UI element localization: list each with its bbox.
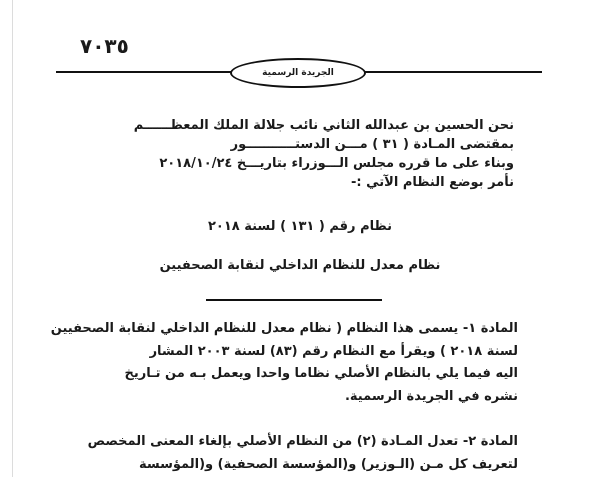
article-1-line: نشره في الجريدة الرسمية. (344, 388, 518, 404)
regulation-number: نظام رقم ( ١٣١ ) لسنة ٢٠١٨ (207, 219, 393, 234)
preamble-line: وبناء على ما قرره مجلس الـــوزراء بتاريـــخ ٢٠١٨/١٠/٢٤ (159, 156, 514, 171)
preamble-line: بمقتضى المـادة ( ٣١ ) مـــن الدستـــــــــــور (230, 137, 514, 152)
regulation-title: نظام معدل للنظام الداخلي لنقابة الصحفيين (159, 258, 441, 273)
gazette-header-badge (230, 58, 366, 88)
article-2-line: لتعريف كل مـن (الـوزير) و(المؤسسة الصحفية) و(المؤسسة (139, 456, 518, 472)
article-2 (88, 431, 518, 476)
article-1-line: اليه فيما يلي بالنظام الأصلي نظاما واحدا ويعمل بـه من تـاريخ (124, 366, 518, 381)
section-divider (206, 299, 382, 301)
preamble-line: نحن الحسين بن عبدالله الثاني نائب جلالة الملك المعظــــــم (133, 118, 514, 133)
article-2-line: المادة ٢- تعدل المـادة (٢) من النظام الأصلي بإلغاء المعنى المخصص (87, 434, 518, 449)
article-1-line: المادة ١- يسمى هذا النظام ( نظام معدل للنظام الداخلي لنقابة الصحفيين (50, 321, 518, 336)
article-1 (51, 318, 518, 408)
page-edge (12, 0, 13, 477)
article-1-line: لسنة ٢٠١٨ ) ويقرأ مع النظام رقم (٨٣) لسنة ٢٠٠٣ المشار (149, 343, 518, 359)
preamble-line: نأمر بوضع النظام الآتي :- (351, 175, 514, 190)
gazette-name: الجريدة الرسمية (262, 68, 334, 78)
page-number: ٧٠٣٥ (80, 34, 129, 58)
preamble (134, 116, 514, 192)
